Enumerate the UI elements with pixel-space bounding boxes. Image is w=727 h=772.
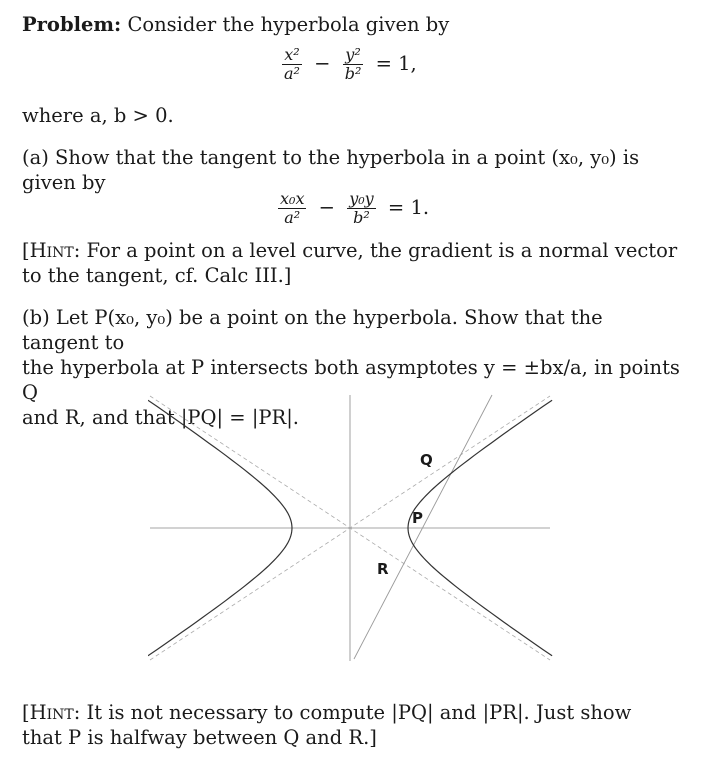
tangent-rhs: = 1. — [387, 196, 430, 219]
hyperbola-figure — [148, 393, 553, 663]
part-a-hint: [Hint: For a point on a level curve, the gradient is a normal vector to the tangent, cf. Calc III.] — [22, 239, 678, 287]
equation-rhs: = 1, — [375, 52, 417, 75]
final-hint-line-2: that P is halfway between Q and R.] — [22, 726, 377, 749]
part-a-hint-text: : For a point on a level curve, the gradient is a normal vector to the tangent, cf. Calc III.] — [22, 239, 678, 287]
point-p-label: P — [412, 509, 423, 527]
problem-intro-text: Consider the hyperbola given by — [127, 13, 450, 36]
final-hint — [22, 700, 682, 750]
fraction-y2-b2: $\frac{\text{y²}}{\text{b²}}$ — [344, 45, 362, 83]
point-r-label: R — [377, 560, 389, 578]
tangent-equation: $\frac{\text{x₀x}}{\text{a²}}$ − $\frac{\text{y₀y}}{\text{b²}}$ = 1. — [280, 189, 430, 227]
point-q-label: Q — [420, 451, 433, 469]
part-b-line-3: and R, and that |PQ| = |PR|. — [22, 406, 299, 429]
final-hint-line-1: [Hint: It is not necessary to compute |PQ| and |PR|. Just show — [22, 701, 632, 724]
fraction-x2-a2: $\frac{\text{x²}}{\text{a²}}$ — [284, 45, 300, 83]
part-a-text: (a) Show that the tangent to the hyperbola in a point (x₀, y₀) is given by — [22, 146, 640, 194]
fraction-x0x-a2: $\frac{\text{x₀x}}{\text{a²}}$ — [280, 189, 305, 227]
problem-label: Problem: — [22, 13, 122, 36]
final-hint-label: Hint — [29, 701, 74, 724]
where-condition: where a, b > 0. — [22, 104, 174, 127]
part-b-line-1: (b) Let P(x₀, y₀) be a point on the hyperbola. Show that the tangent to — [22, 306, 603, 354]
hint-label: Hint — [29, 239, 74, 262]
tangent-line — [354, 395, 492, 659]
problem-intro — [22, 12, 682, 37]
hyperbola-equation: $\frac{\text{x²}}{\text{a²}}$ − $\frac{\text{y²}}{\text{b²}}$ = 1, — [284, 45, 417, 83]
fraction-y0y-b2: $\frac{\text{y₀y}}{\text{b²}}$ — [349, 189, 374, 227]
part-b-line-2: the hyperbola at P intersects both asymptotes y = ±bx/a, in points Q — [22, 356, 680, 404]
